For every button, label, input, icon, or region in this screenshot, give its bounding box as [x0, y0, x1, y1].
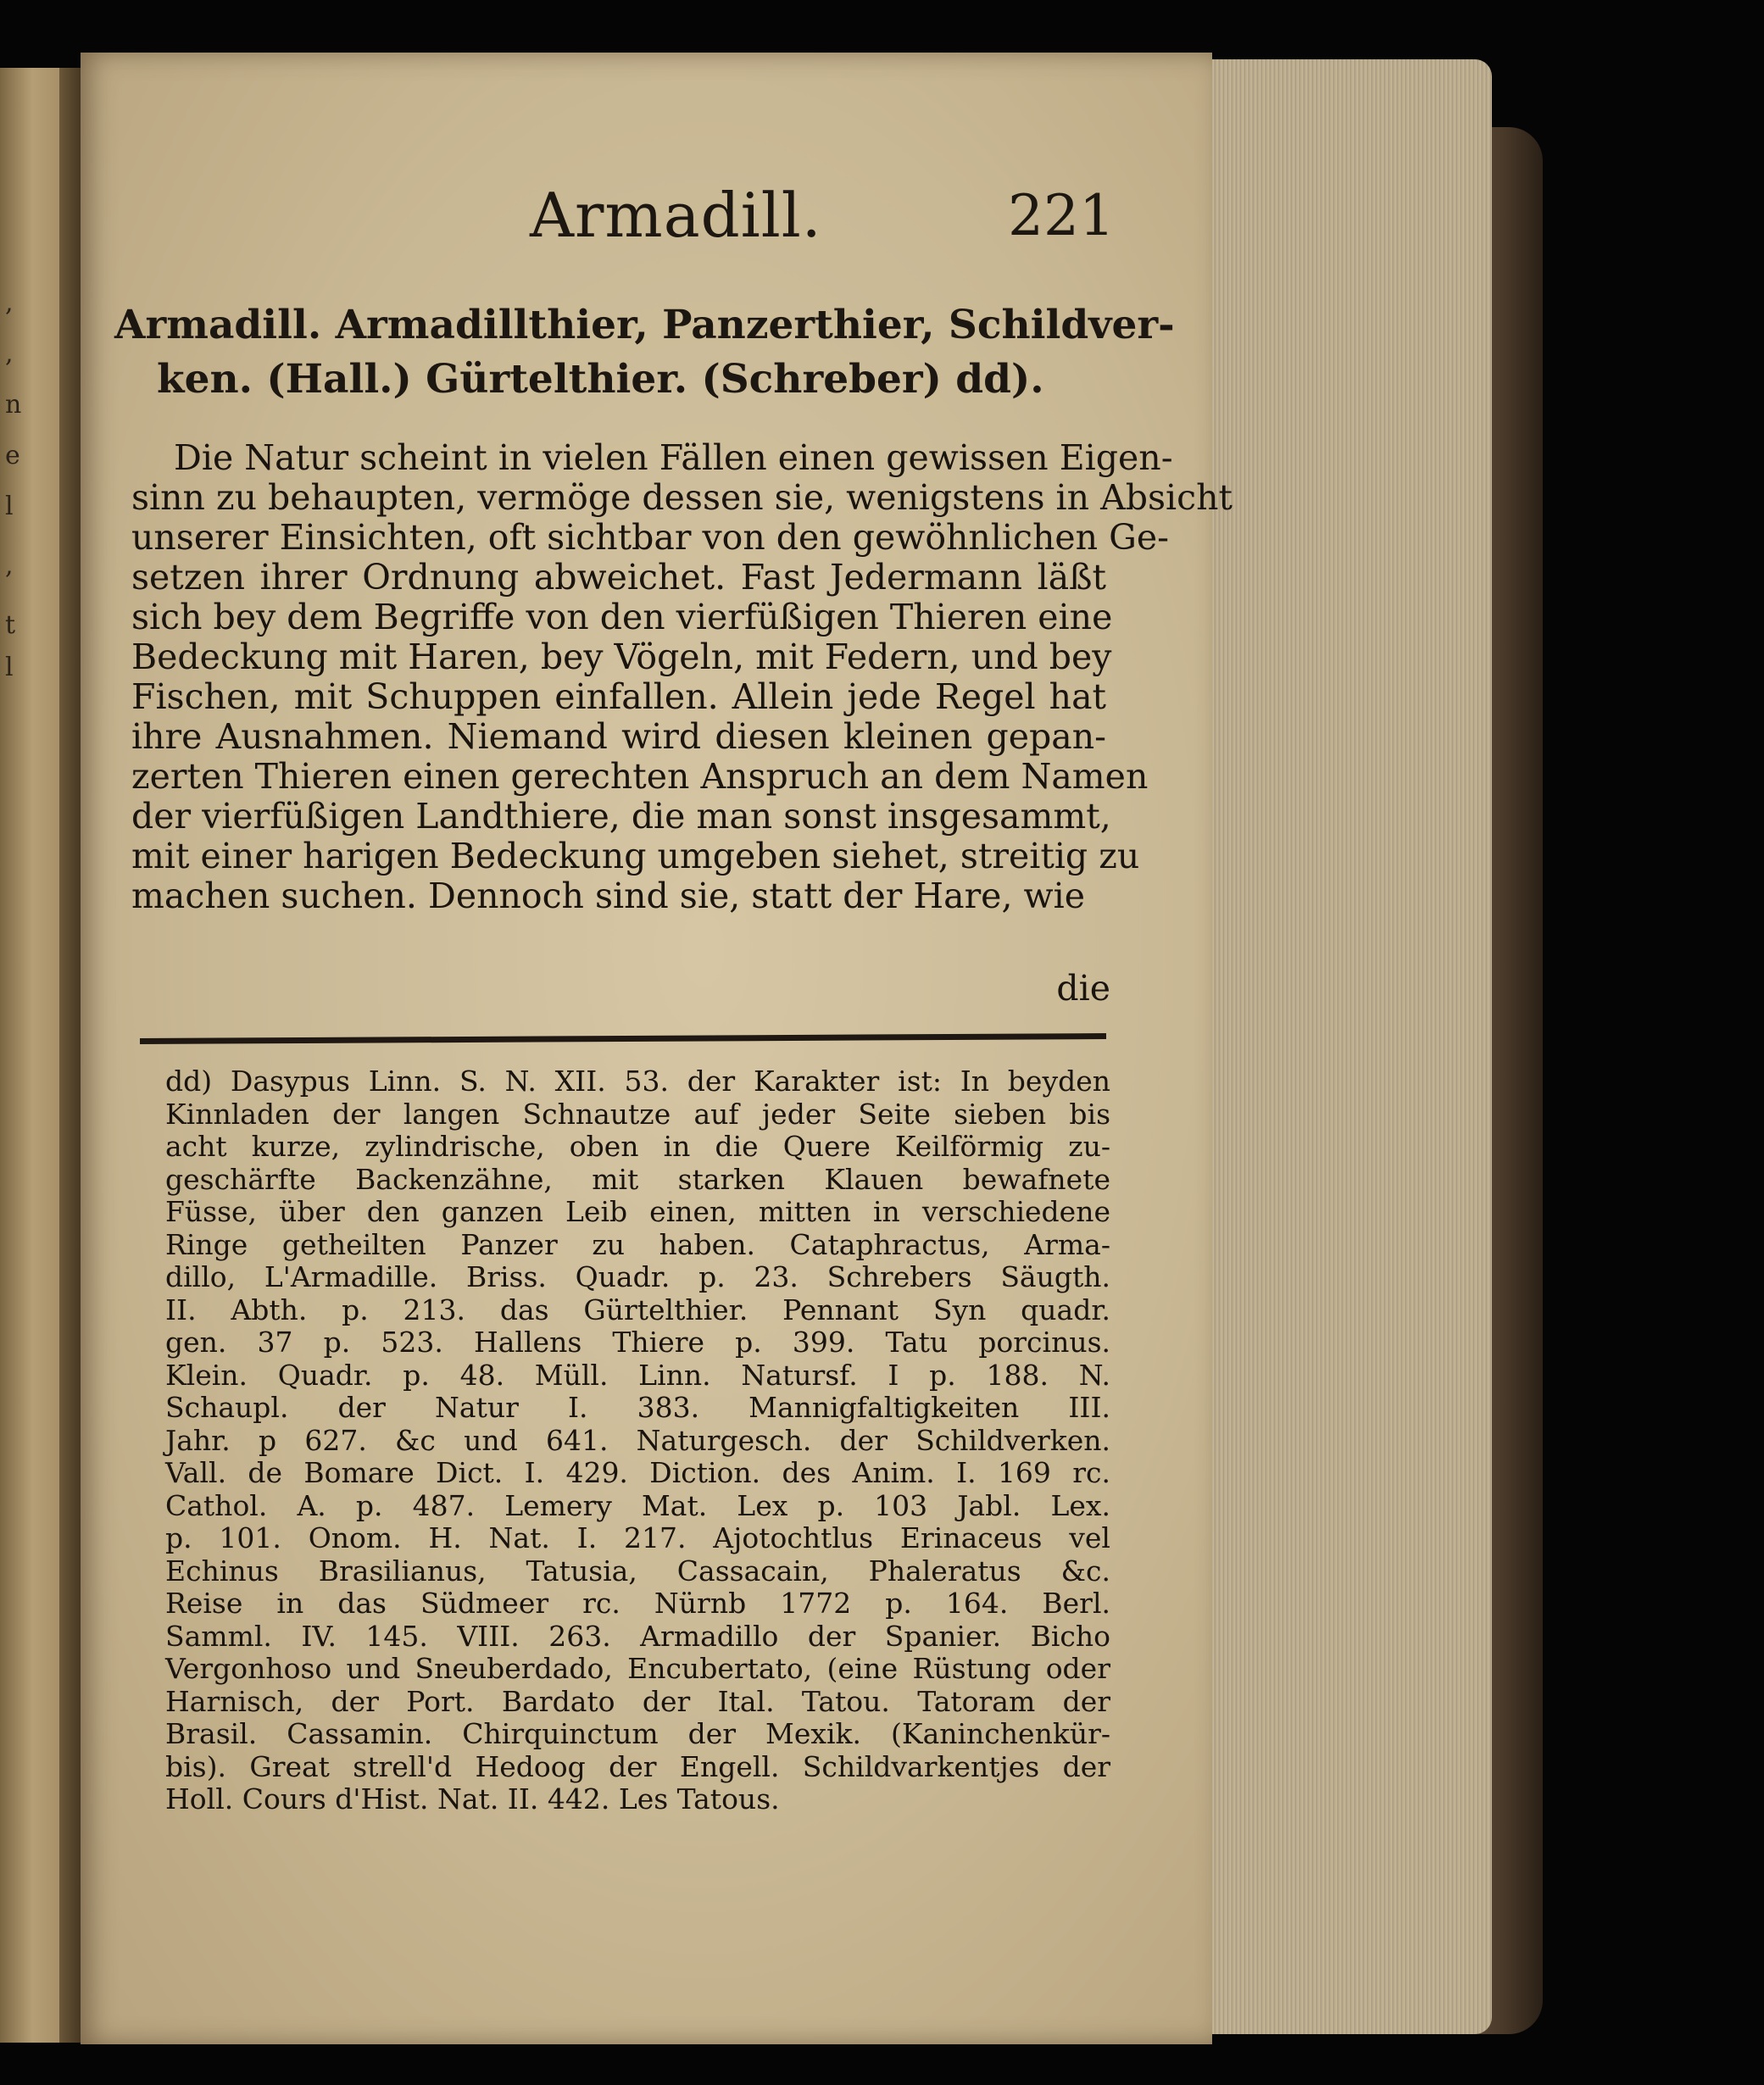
book-page [81, 53, 1233, 2044]
footnote-line: Ringe getheilten Panzer zu haben. Cataphractus, Arma- [165, 1227, 1110, 1261]
footnote-line: Reise in das Südmeer rc. Nürnb 1772 p. 164. Berl. [165, 1587, 1110, 1620]
left-page-fragment: , [5, 339, 14, 369]
footnote-line: II. Abth. p. 213. das Gürtelthier. Pennant Syn quadr. [165, 1293, 1110, 1326]
footnote-line: Vall. de Bomare Dict. I. 429. Diction. des Anim. I. 169 rc. [165, 1456, 1110, 1489]
footnote-line: Klein. Quadr. p. 48. Müll. Linn. Natursf. I p. 188. N. [165, 1358, 1110, 1392]
left-page-fragment: t [5, 610, 16, 640]
footnote-line: geschärfte Backenzähne, mit starken Klauen bewafnete [165, 1162, 1110, 1196]
footnote-line: dillo, L'Armadille. Briss. Quadr. p. 23. Schrebers Säugth. [165, 1260, 1110, 1293]
left-page-fragment: l [5, 653, 14, 682]
footnote-line: Harnisch, der Port. Bardato der Ital. Tatou. Tatoram der [165, 1684, 1110, 1718]
page-header [445, 180, 1115, 281]
heading-line: ken. (Hall.) Gürtelthier. (Schreber) dd). [157, 356, 1044, 403]
left-page-fragment: l [5, 492, 14, 521]
footnote-rule [140, 1033, 1106, 1044]
body-line: sich bey dem Begriffe von den vierfüßigen Thieren eine [131, 597, 1113, 637]
footnote-line: Kinnladen der langen Schnautze auf jeder Seite sieben bis [165, 1097, 1110, 1131]
footnote-line: Brasil. Cassamin. Chirquinctum der Mexik. (Kaninchenkür- [165, 1717, 1110, 1750]
footnote-line: gen. 37 p. 523. Hallens Thiere p. 399. Tatu porcinus. [165, 1326, 1110, 1359]
article-heading [114, 298, 1175, 407]
footnote-line: Schaupl. der Natur I. 383. Mannigfaltigkeiten III. [165, 1391, 1110, 1424]
footnote [165, 1065, 1110, 1816]
body-line: der vierfüßigen Landthiere, die man sonst insgesammt, [131, 796, 1111, 837]
body-line: setzen ihrer Ordnung abweichet. Fast Jedermann läßt [131, 557, 1106, 598]
body-line: Die Natur scheint in vielen Fällen einen gewissen Eigen- [174, 437, 1173, 478]
left-page-fragment: , [5, 551, 14, 581]
body-line: Bedeckung mit Haren, bey Vögeln, mit Federn, und bey [131, 637, 1112, 677]
left-page-fragment: , [5, 288, 14, 318]
footnote-line: Cathol. A. p. 487. Lemery Mat. Lex p. 103 Jabl. Lex. [165, 1488, 1110, 1522]
footnote-line: Füsse, über den ganzen Leib einen, mitten in verschiedene [165, 1195, 1110, 1228]
heading-line: Armadill. Armadillthier, Panzerthier, Schildver- [114, 302, 1175, 348]
footnote-line: Echinus Brasilianus, Tatusia, Cassacain, Phaleratus &c. [165, 1554, 1110, 1587]
footnote-line: Vergonhoso und Sneuberdado, Encubertato, (eine Rüstung oder [165, 1652, 1110, 1685]
footnote-line: acht kurze, zylindrische, oben in die Quere Keilförmig zu- [165, 1130, 1110, 1163]
footnote-line: bis). Great strell'd Hedoog der Engell. Schildvarkentjes der [165, 1749, 1110, 1783]
footnote-line: p. 101. Onom. H. Nat. I. 217. Ajotochtlus Erinaceus vel [165, 1521, 1110, 1554]
body-line: unserer Einsichten, oft sichtbar von den gewöhnlichen Ge- [131, 517, 1169, 558]
catchword: die [1056, 968, 1110, 1009]
body-line: mit einer harigen Bedeckung umgeben siehet, streitig zu [131, 836, 1140, 876]
left-page-fragment: e [5, 441, 20, 470]
footnote-line: Jahr. p 627. &c und 641. Naturgesch. der Schildverken. [165, 1423, 1110, 1457]
footnote-line: Holl. Cours d'Hist. Nat. II. 442. Les Tatous. [165, 1782, 780, 1815]
page-number: 221 [1008, 183, 1115, 248]
running-title: Armadill. [530, 180, 822, 251]
footnote-line: dd) Dasypus Linn. S. N. XII. 53. der Karakter ist: In beyden [165, 1065, 1110, 1098]
body-line: zerten Thieren einen gerechten Anspruch an dem Namen [131, 756, 1149, 797]
body-paragraph [131, 437, 1233, 916]
left-page-fragment: n [5, 390, 22, 420]
body-line: Fischen, mit Schuppen einfallen. Allein jede Regel hat [131, 676, 1106, 717]
footnote-line: Samml. IV. 145. VIII. 263. Armadillo der Spanier. Bicho [165, 1619, 1110, 1653]
body-line: sinn zu behaupten, vermöge dessen sie, wenigstens in Absicht [131, 477, 1233, 518]
body-line: ihre Ausnahmen. Niemand wird diesen kleinen gepan- [131, 716, 1106, 757]
body-line: machen suchen. Dennoch sind sie, statt der Hare, wie [131, 876, 1085, 916]
